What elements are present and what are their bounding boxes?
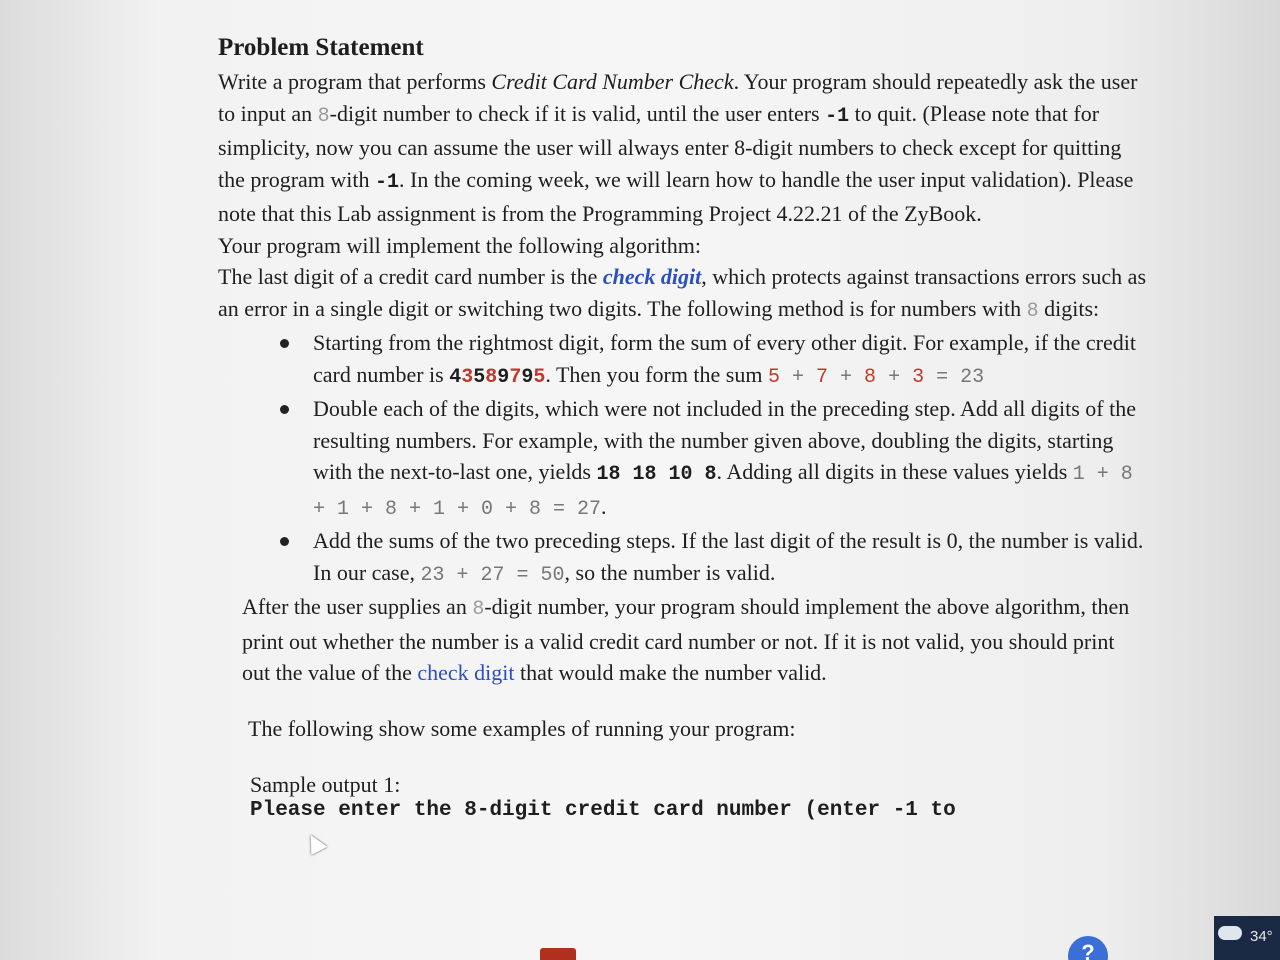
text: , which protects against transactions errors such as an error in a single digit or switching two digits. The following method is for numbers with [218, 264, 1147, 321]
text: The last digit of a credit card number is the [218, 264, 603, 289]
document-body [218, 30, 1148, 824]
sum-expression: 5 + 7 + 8 + 3 = 23 [767, 365, 985, 389]
doubled-values: 18 18 10 8 [596, 463, 717, 486]
check-digit-link[interactable]: check digit [417, 660, 515, 685]
digit-count: 8 [317, 104, 330, 128]
mouse-cursor-icon [303, 831, 327, 855]
sample-label: Sample output 1: [250, 772, 401, 797]
text: digits: [1038, 295, 1100, 321]
text: -digit number, your program should implement the above algorithm, then print out whether the number is a valid credit card number or not. If it is not valid, you should print out the value of the [242, 594, 1130, 685]
digit-sum-expression: 1 + 8 + 1 + 8 + 1 + 0 + 8 = 27 [313, 463, 1133, 521]
text: to quit. (Please note that for simplicity, now you can assume the user will always enter 8-digit numbers to check except for quitting the program with [218, 100, 1122, 192]
sample-output [218, 772, 1148, 824]
cloud-icon [1218, 926, 1242, 940]
text: . [601, 493, 607, 519]
text: . Adding all digits in these values yields [716, 459, 1073, 484]
temperature-readout: 34° [1250, 928, 1273, 945]
text: . Your program should repeatedly ask the user to input an [218, 69, 1138, 126]
list-item [313, 525, 1148, 591]
check-digit-link[interactable]: check digit [602, 264, 702, 289]
text: . In the coming week, we will learn how to handle the user input validation). Please note that this Lab assignment is from the Programming Project 4.22.21 of the ZyBook. [218, 166, 1134, 226]
taskbar-app-icon[interactable] [540, 948, 576, 960]
paragraph-after [218, 591, 1148, 689]
sample-code-line: Please enter the 8-digit credit card number (enter -1 to [250, 799, 956, 822]
digit-count: 8 [1026, 299, 1039, 323]
text: Add the sums of the two preceding steps. If the last digit of the result is 0, the number is valid. In our case, [313, 528, 1144, 585]
help-button[interactable]: ? [1068, 936, 1108, 960]
text: . Then you form the sum [545, 361, 768, 387]
digit-count: 8 [472, 598, 485, 621]
text: After the user supplies an [242, 594, 473, 619]
paragraph-examples-intro: The following show some examples of running your program: [248, 715, 796, 741]
list-item [313, 327, 1148, 393]
text: , so the number is valid. [564, 559, 776, 585]
code-minus-one: -1 [375, 170, 400, 194]
text: Starting from the rightmost digit, form the sum of every other digit. For example, if the credit card number is [313, 330, 1136, 387]
list-item [313, 393, 1148, 525]
paragraph-algorithm: Your program will implement the following algorithm: [218, 232, 701, 258]
algorithm-steps [218, 327, 1148, 591]
paragraph-intro [218, 66, 1148, 230]
total-expression: 23 + 27 = 50 [420, 563, 565, 587]
paragraph-check-digit [218, 261, 1148, 327]
text: that would make the number valid. [514, 660, 827, 685]
text: Double each of the digits, which were not included in the preceding step. Add all digits of the resulting numbers. For example, with the number given above, doubling the digits, starting with the next-to-last one, yields [313, 396, 1136, 484]
weather-widget[interactable] [1214, 916, 1280, 960]
example-number: 43589795 [449, 365, 546, 389]
italic-text: Credit Card Number Check [491, 69, 734, 94]
code-minus-one: -1 [825, 104, 850, 128]
text: Write a program that performs [218, 69, 492, 94]
page-title: Problem Statement [218, 34, 424, 61]
text: -digit number to check if it is valid, until the user enters [329, 100, 826, 126]
